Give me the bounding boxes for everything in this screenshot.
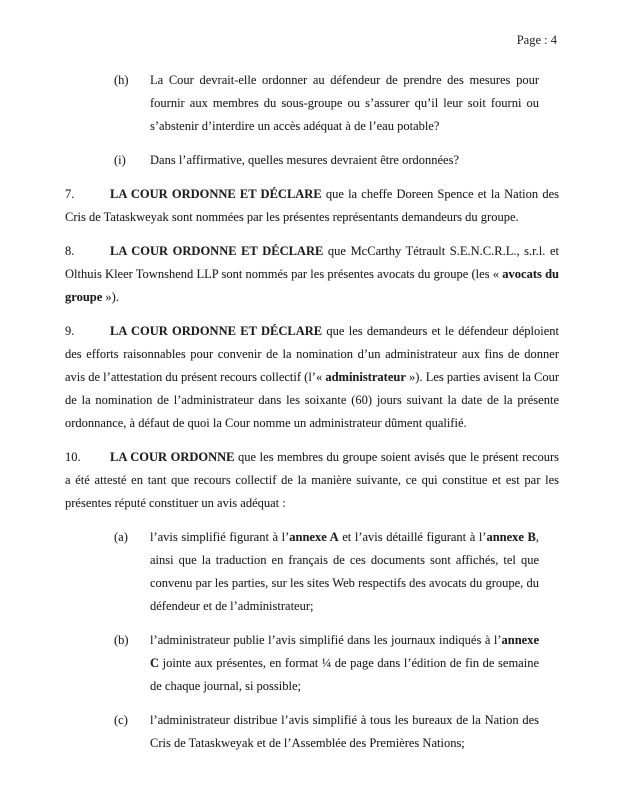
paragraph-number: 9. <box>65 324 75 338</box>
order-paragraph-9 <box>65 320 559 435</box>
paragraph-number: 7. <box>65 187 75 201</box>
sub-item-label: (h) <box>114 73 129 87</box>
paragraph-text: La Cour devrait-elle ordonner au défendeur de prendre des mesures pour fournir aux membres du sous-groupe ou s’assurer qu’il leur soit fourni ou s’abstenir d’interdire un accès adéquat à de l’eau potable? <box>150 73 539 133</box>
paragraph-text: LA COUR ORDONNE que les membres du groupe soient avisés que le présent recours a été attesté en tant que recours collectif de la manière suivante, ce qui constitue et est par les présentes réputé constituer un avis adéquat : <box>65 450 559 510</box>
paragraph-text: LA COUR ORDONNE ET DÉCLARE que la cheffe Doreen Spence et la Nation des Cris de Tataskweyak sont nommées par les présentes représentants demandeurs du groupe. <box>65 187 559 224</box>
order-paragraph-8 <box>65 240 559 309</box>
page-number: Page : 4 <box>516 33 557 47</box>
sub-item-c <box>65 709 559 755</box>
order-paragraph-10 <box>65 446 559 515</box>
sub-item-label: (c) <box>114 713 128 727</box>
paragraph-text: LA COUR ORDONNE ET DÉCLARE que les demandeurs et le défendeur déploient des efforts raisonnables pour convenir de la nomination d’un administrateur aux fins de donner avis de l’attestation du présent recours collectif (l’« administrateur »). Les parties avisent la Cour de la nomination de l’administrateur dans les soixante (60) jours suivant la date de la présente ordonnance, à défaut de quoi la Cour nomme un administrateur dûment qualifié. <box>65 324 559 430</box>
sub-item-label: (b) <box>114 633 129 647</box>
paragraph-text: l’avis simplifié figurant à l’annexe A et l’avis détaillé figurant à l’annexe B, ainsi que la traduction en français de ces documents sont affichés, tel que convenu par les parties, sur les sites Web respectifs des avocats du groupe, du défendeur et de l’administrateur; <box>150 530 540 613</box>
paragraph-number: 10. <box>65 450 81 464</box>
sub-item-i <box>65 149 559 172</box>
sub-item-b <box>65 629 559 698</box>
paragraph-number: 8. <box>65 244 75 258</box>
sub-item-label: (a) <box>114 530 128 544</box>
order-paragraph-7 <box>65 183 559 229</box>
paragraph-text: Dans l’affirmative, quelles mesures devraient être ordonnées? <box>150 153 460 167</box>
sub-item-label: (i) <box>114 153 126 167</box>
sub-item-h <box>65 69 559 138</box>
paragraph-text: LA COUR ORDONNE ET DÉCLARE que McCarthy Tétrault S.E.N.C.R.L., s.r.l. et Olthuis Kleer Townshend LLP sont nommés par les présentes avocats du groupe (les « avocats du groupe »). <box>65 244 559 304</box>
paragraph-text: l’administrateur publie l’avis simplifié dans les journaux indiqués à l’annexe C jointe aux présentes, en format ¼ de page dans l’édition de fin de semaine de chaque journal, si possible; <box>150 633 539 693</box>
paragraph-text: l’administrateur distribue l’avis simplifié à tous les bureaux de la Nation des Cris de Tataskweyak et de l’Assemblée des Premières Nations; <box>150 713 539 750</box>
document-content <box>65 69 559 755</box>
sub-item-a <box>65 526 559 618</box>
